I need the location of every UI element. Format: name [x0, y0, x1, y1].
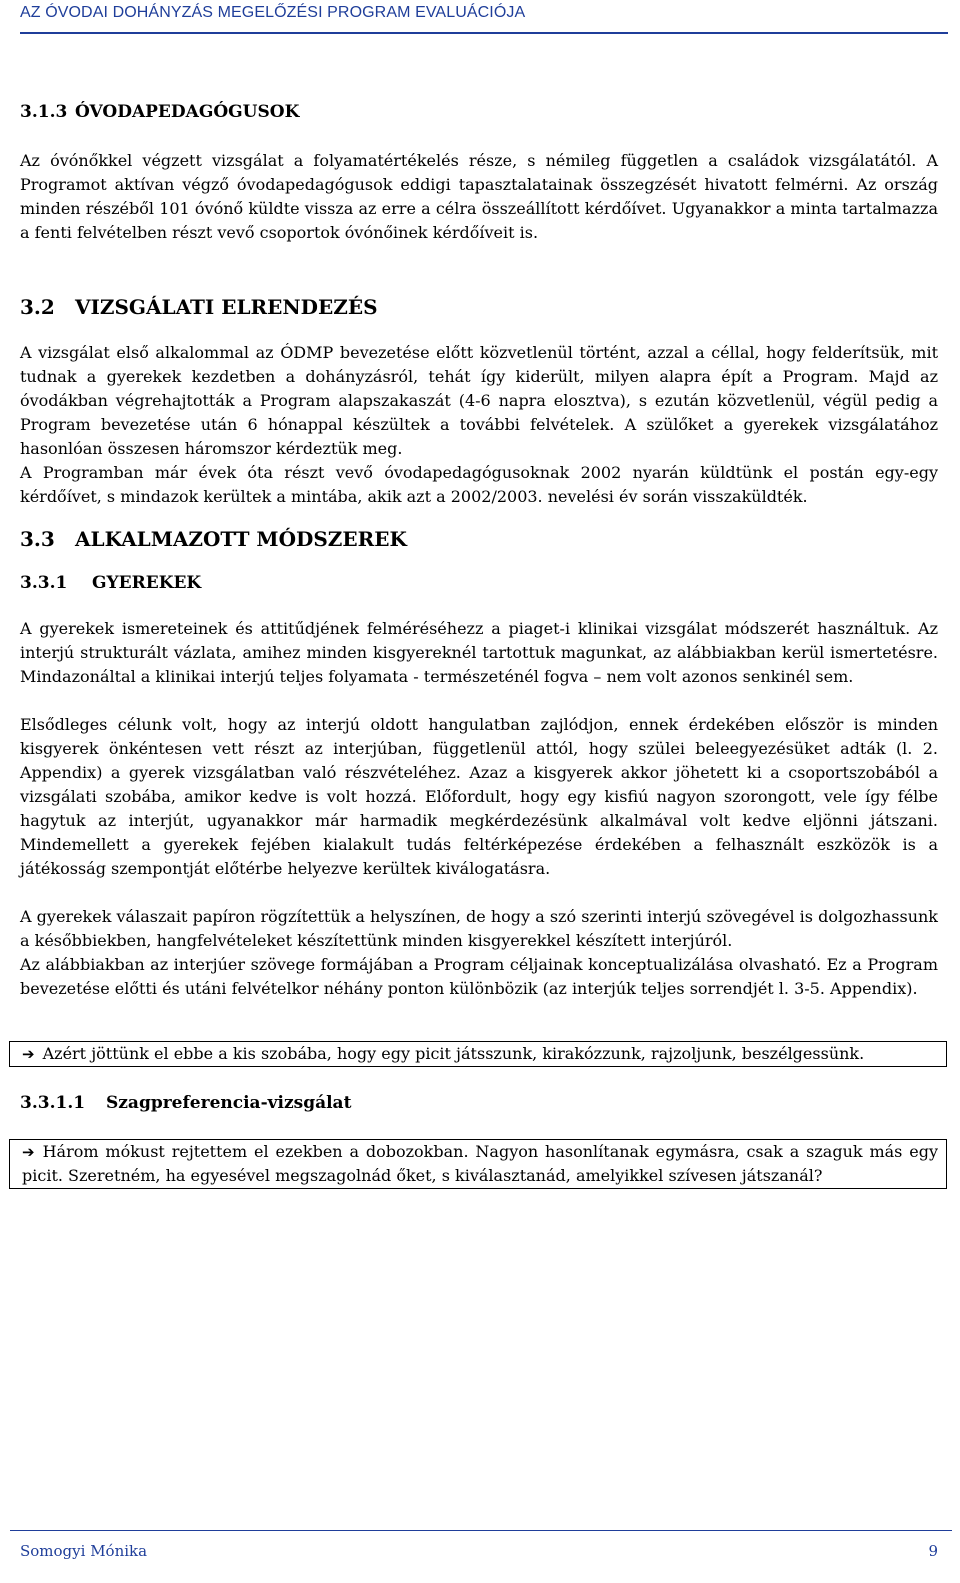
document-body [20, 100, 938, 1189]
heading-number: 3.3.1 [20, 573, 68, 593]
spacer [20, 881, 938, 905]
heading-number: 3.1.3 [20, 102, 68, 122]
spacer [20, 509, 938, 525]
running-header-title: AZ ÓVODAI DOHÁNYZÁS MEGELŐZÉSI PROGRAM EVALUÁCIÓJA [20, 4, 526, 21]
heading-title: ÓVODAPEDAGÓGUSOK [75, 102, 300, 122]
right-arrow-icon: ➔ [22, 1045, 35, 1063]
heading-3-3-1 [20, 571, 938, 595]
spacer [20, 245, 938, 293]
heading-title: Szagpreferencia-vizsgálat [106, 1093, 352, 1113]
heading-3-3-1-1 [20, 1091, 938, 1115]
spacer [20, 1067, 938, 1091]
footer-rule [10, 1530, 952, 1531]
interviewer-text: Három mókust rejtettem el ezekben a dobozokban. Nagyon hasonlítanak egymásra, csak a szaguk más egy picit. Szeretném, ha egyesével megszagolnád őket, s kiválasztanád, amelyikkel szívesen játszanál? [22, 1142, 938, 1185]
heading-number: 3.2 [20, 295, 55, 319]
footer-author: Somogyi Mónika [20, 1542, 148, 1560]
spacer [20, 689, 938, 713]
page-number: 9 [928, 1542, 938, 1560]
interviewer-text-box-2 [9, 1139, 947, 1189]
heading-3-1-3 [20, 100, 938, 124]
paragraph-gyerekek-4: Az alábbiakban az interjúer szövege formájában a Program céljainak konceptualizálása olvasható. Ez a Program bevezetése előtti és utáni felvételkor néhány ponton különbözik (az interjúk teljes sorrendjét l. 3-5. Appendix). [20, 955, 938, 998]
heading-3-3 [20, 525, 938, 553]
interviewer-text: Azért jöttünk el ebbe a kis szobába, hogy egy picit játsszunk, kirakózzunk, rajzoljunk, beszélgessünk. [42, 1044, 865, 1063]
header-rule [20, 32, 948, 34]
heading-title: GYEREKEK [92, 573, 202, 593]
heading-title: ALKALMAZOTT MÓDSZEREK [75, 527, 407, 551]
heading-number: 3.3 [20, 527, 55, 551]
paragraph-elrendezes-1: A vizsgálat első alkalommal az ÓDMP bevezetése előtt közvetlenül történt, azzal a céllal, hogy felderítsük, mit tudnak a gyerekek kezdetben a dohányzásról, tehát így kiderült, milyen alapra épít a Program. Majd az óvodákban végrehajtották a Program alapszakaszát (4-6 napra elosztva), s ezután közvetlenül, végül pedig a Program bevezetése után 6 hónappal készültek a további felvételek. A szülőket a gyerekek vizsgálatához hasonlóan összesen háromszor kérdeztük meg. [20, 343, 938, 458]
heading-number: 3.3.1.1 [20, 1093, 86, 1113]
paragraph-gyerekek-2: Elsődleges célunk volt, hogy az interjú oldott hangulatban zajlódjon, ennek érdekében először is minden kisgyerek önkéntesen vett részt az interjúban, függetlenül attól, hogy szülei beleegyezésüket adták (l. 2. Appendix) a gyerek vizsgálatban való részvételéhez. Azaz a kisgyerek akkor jöhetett ki a csoportszobából a vizsgálati szobába, amikor kedve is volt hozzá. Előfordult, hogy egy kisfiú nagyon szorongott, vele így félbe hagytuk az interjút, ugyanakkor már harmadik megkérdezésünk alkalmával volt kedve eljönni játszani. Mindemellett a gyerekek fejében kialakult tudás feltérképezése érdekében a felhasznált eszközök is a játékosság szempontját előtérbe helyezve kerültek kiválogatásra. [20, 715, 938, 878]
heading-3-2 [20, 293, 938, 321]
right-arrow-icon: ➔ [22, 1143, 35, 1161]
spacer [20, 1001, 938, 1041]
heading-title: VIZSGÁLATI ELRENDEZÉS [75, 295, 378, 319]
paragraph-elrendezes-2: A Programban már évek óta részt vevő óvodapedagógusoknak 2002 nyarán küldtünk el postán egy-egy kérdőívet, s mindazok kerültek a mintába, akik azt a 2002/2003. nevelési év során visszaküldték. [20, 463, 938, 506]
paragraph-gyerekek-1: A gyerekek ismereteinek és attitűdjének felméréséhezz a piaget-i klinikai vizsgálat módszerét használtuk. Az interjú strukturált vázlata, amihez minden kisgyereknél tartottuk magunkat, az alábbiakban kerül ismertetésre. Mindazonáltal a klinikai interjú teljes folyamata - természeténél fogva – nem volt azonos senkinél sem. [20, 619, 938, 686]
interviewer-text-box-1 [9, 1041, 947, 1067]
paragraph-gyerekek-3: A gyerekek válaszait papíron rögzítettük a helyszínen, de hogy a szó szerinti interjú szövegével is dolgozhassunk a későbbiekben, hangfelvételeket készítettünk minden kisgyerekkel készített interjúról. [20, 907, 938, 950]
paragraph-ovodapedagogusok: Az óvónőkkel végzett vizsgálat a folyamatértékelés része, s némileg független a családok vizsgálatától. A Programot aktívan végző óvodapedagógusok eddigi tapasztalatainak összegzését hivatott felmérni. Az ország minden részéből 101 óvónő küldte vissza az erre a célra összeállított kérdőívet. Ugyanakkor a minta tartalmazza a fenti felvételben részt vevő csoportok óvónőinek kérdőíveit is. [20, 151, 938, 242]
